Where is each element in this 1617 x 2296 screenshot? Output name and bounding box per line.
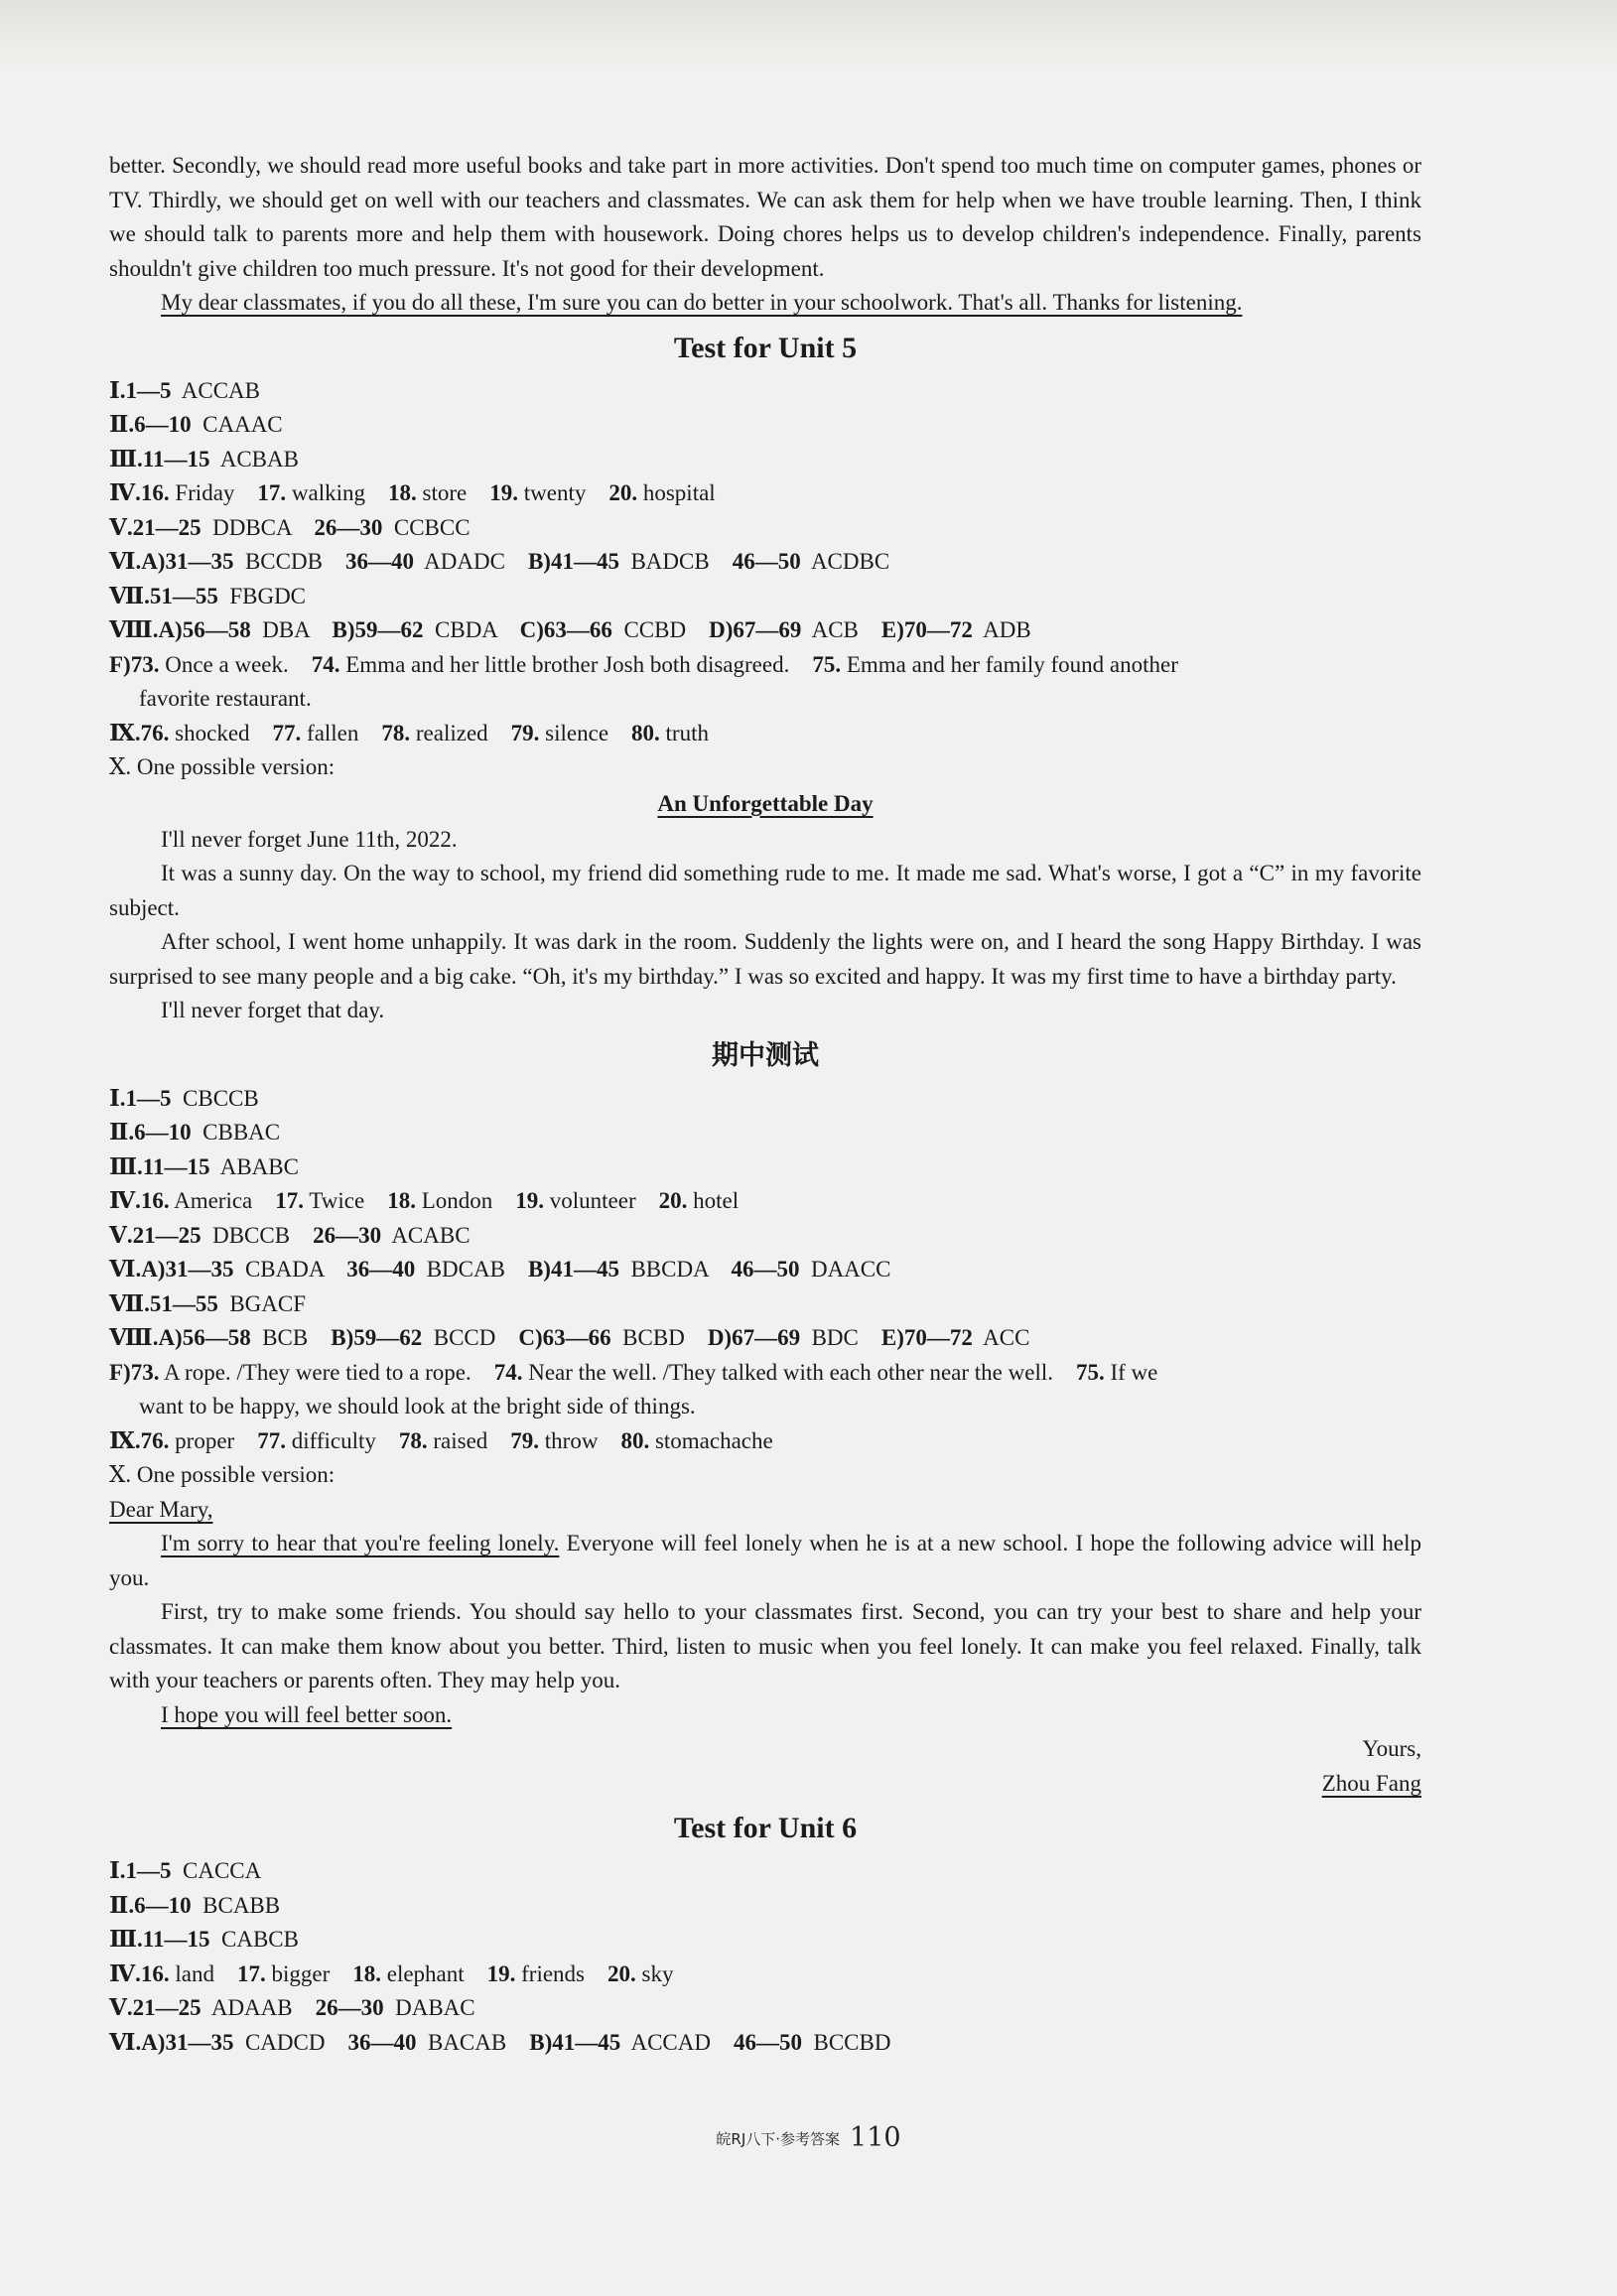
letter-paragraph: I'm sorry to hear that you're feeling lonely. Everyone will feel lonely when he is at a new school. I hope the following advice will help you. — [109, 1531, 1421, 1590]
answer-value: ADAAB — [201, 1995, 293, 2020]
answer-value: twenty — [518, 480, 587, 505]
question-range: Ⅵ.A)31—35 — [109, 1257, 234, 1282]
question-range: Ⅷ.A)56—58 — [109, 617, 251, 642]
answer-value: Twice — [304, 1188, 365, 1213]
question-range: B)41—45 — [527, 549, 619, 574]
answer-line — [109, 2026, 1421, 2061]
answer-value: realized — [410, 720, 488, 745]
letter-closing-sentence: I hope you will feel better soon. — [161, 1701, 453, 1727]
answer-value: BBCDA — [618, 1257, 709, 1282]
unit5-x-line: Ⅹ. One possible version: — [109, 754, 336, 779]
answer-value: BCCD — [422, 1325, 496, 1350]
essay-body — [109, 823, 1421, 1028]
answer-value: Emma and her family found another — [841, 651, 1178, 677]
question-range: Ⅷ.A)56—58 — [109, 1325, 251, 1350]
answer-value: elephant — [380, 1960, 465, 1986]
question-range: Ⅱ.6—10 — [109, 412, 192, 437]
question-range: B)59—62 — [332, 617, 424, 642]
question-range: 36—40 — [347, 2029, 417, 2055]
answer-value: ACABC — [381, 1222, 471, 1248]
answer-value: CCBCC — [382, 514, 471, 540]
answer-value: FBGDC — [217, 583, 307, 608]
answer-line — [109, 580, 1421, 614]
answer-line — [109, 1150, 1421, 1185]
answer-value: stomachache — [649, 1427, 773, 1453]
answer-value: difficulty — [285, 1427, 376, 1453]
answer-line — [109, 1184, 1421, 1219]
question-range: Ⅵ.A)31—35 — [109, 549, 234, 574]
question-range: Ⅸ.76. — [109, 720, 170, 745]
question-range: Ⅱ.6—10 — [109, 1892, 192, 1918]
answer-value: Once a week. — [159, 651, 289, 677]
answer-value: BCB — [250, 1325, 309, 1350]
question-range: 26—30 — [313, 1222, 382, 1248]
question-range: 19. — [486, 1960, 516, 1986]
answer-line — [109, 1287, 1421, 1322]
answer-line — [109, 476, 1421, 511]
answer-value: land — [169, 1960, 214, 1986]
question-range: Ⅶ.51—55 — [109, 583, 218, 608]
answer-value: CBBAC — [191, 1120, 281, 1145]
question-range: 26—30 — [314, 514, 383, 540]
section-title-midterm: 期中测试 — [712, 1039, 819, 1071]
unit5-f-line — [109, 648, 1421, 683]
essay-paragraph: After school, I went home unhappily. It was dark in the room. Suddenly the lights were on, and I heard the song Happy Birthday. I was surprised to see many people and a big cake. “Oh, it's my birthday.” I was so excited and happy. It was my first time to have a birthday party. — [109, 929, 1421, 989]
answer-line — [109, 1082, 1421, 1117]
question-range: 18. — [352, 1960, 381, 1986]
midterm-f-line — [109, 1356, 1421, 1391]
question-range: 46—50 — [732, 549, 801, 574]
question-range: 75. — [812, 651, 842, 677]
question-range: 80. — [631, 720, 660, 745]
answer-line — [109, 1219, 1421, 1254]
answer-line — [109, 1991, 1421, 2026]
answer-value: ACBAB — [209, 446, 299, 472]
answer-value: volunteer — [544, 1188, 636, 1213]
answer-value: truth — [659, 720, 709, 745]
answer-line — [109, 613, 1421, 648]
page-footer — [0, 2122, 1617, 2153]
midterm-f-continuation: want to be happy, we should look at the bright side of things. — [139, 1394, 696, 1418]
question-range: Ⅲ.11—15 — [109, 446, 210, 472]
answer-value: ABABC — [209, 1153, 299, 1179]
question-range: 46—50 — [733, 2029, 802, 2055]
answer-value: shocked — [169, 720, 250, 745]
answer-value: ADB — [972, 617, 1031, 642]
answer-value: America — [169, 1188, 253, 1213]
answer-value: CBADA — [233, 1257, 325, 1282]
answer-value: fallen — [301, 720, 359, 745]
question-range: 46—50 — [731, 1257, 800, 1282]
answer-value: CACCA — [171, 1858, 262, 1883]
answer-line — [109, 1253, 1421, 1287]
answer-value: ACC — [972, 1325, 1030, 1350]
answer-value: CCBD — [611, 617, 687, 642]
answer-value: friends — [515, 1960, 586, 1986]
answer-value: store — [416, 480, 468, 505]
answer-line — [109, 408, 1421, 443]
essay-paragraph: It was a sunny day. On the way to school, my friend did something rude to me. It made me sad. What's worse, I got a “C” in my favorite subject. — [109, 861, 1421, 920]
essay-paragraph: I'll never forget that day. — [161, 998, 385, 1022]
unit5-f-continuation: favorite restaurant. — [139, 686, 312, 711]
answer-value: DBA — [250, 617, 310, 642]
answer-line — [109, 1889, 1421, 1924]
unit6-answers — [109, 1854, 1421, 2060]
answer-value: DDBCA — [201, 514, 292, 540]
answer-value: CAAAC — [191, 412, 283, 437]
answer-line — [109, 1958, 1421, 1992]
answer-value: BCCBD — [801, 2029, 891, 2055]
answer-value: BCCDB — [233, 549, 323, 574]
answer-value: BCABB — [191, 1892, 281, 1918]
answer-value: DAACC — [799, 1257, 891, 1282]
answer-value: London — [415, 1188, 493, 1213]
question-range: 20. — [608, 480, 638, 505]
answer-value: sky — [635, 1960, 674, 1986]
scan-top-shadow — [0, 0, 1617, 69]
answer-value: BDCAB — [415, 1257, 505, 1282]
question-range: Ⅲ.11—15 — [109, 1927, 210, 1952]
answer-value: throw — [539, 1427, 599, 1453]
question-range: 77. — [257, 1427, 286, 1453]
answer-value: hotel — [687, 1188, 740, 1213]
question-range: 18. — [388, 480, 417, 505]
answer-value: ACB — [801, 617, 859, 642]
answer-line — [109, 1116, 1421, 1150]
answer-value: BCBD — [610, 1325, 685, 1350]
section-title-unit6: Test for Unit 6 — [673, 1812, 858, 1844]
answer-value: ADADC — [413, 549, 505, 574]
question-range: 20. — [607, 1960, 636, 1986]
letter-greeting: Dear Mary, — [109, 1496, 213, 1522]
question-range: 79. — [510, 720, 540, 745]
question-range: F)73. — [109, 651, 160, 677]
question-range: Ⅱ.6—10 — [109, 1120, 192, 1145]
question-range: Ⅴ.21—25 — [109, 1222, 202, 1248]
question-range: E)70—72 — [880, 1325, 973, 1350]
answer-value: BACAB — [416, 2029, 507, 2055]
question-range: Ⅳ.16. — [109, 1960, 170, 1986]
question-range: 20. — [658, 1188, 688, 1213]
answer-line — [109, 511, 1421, 546]
answer-value: BDC — [800, 1325, 859, 1350]
question-range: Ⅲ.11—15 — [109, 1153, 210, 1179]
intro-closing: My dear classmates, if you do all these, I'm sure you can do better in your schoolwork. That's all. Thanks for listening. — [161, 290, 1243, 315]
footer-label: 皖RJ八下·参考答案 — [716, 2130, 841, 2148]
question-range: 78. — [398, 1427, 428, 1453]
unit5-answers — [109, 374, 1421, 648]
question-range: Ⅵ.A)31—35 — [109, 2029, 234, 2055]
midterm-ix-line — [109, 1424, 1421, 1459]
question-range: 17. — [236, 1960, 266, 1986]
midterm-x-line: Ⅹ. One possible version: — [109, 1462, 336, 1487]
answer-value: CABCB — [209, 1927, 299, 1952]
answer-value: If we — [1104, 1359, 1158, 1385]
letter-signature: Zhou Fang — [1321, 1770, 1421, 1796]
question-range: D)67—69 — [707, 1325, 801, 1350]
page-number: 110 — [850, 2122, 901, 2153]
answer-value: raised — [427, 1427, 488, 1453]
question-range: 78. — [381, 720, 411, 745]
answer-line — [109, 1854, 1421, 1889]
answer-line — [109, 1923, 1421, 1958]
question-range: 19. — [515, 1188, 545, 1213]
answer-value: A rope. /They were tied to a rope. — [159, 1359, 472, 1385]
question-range: B)41—45 — [527, 1257, 619, 1282]
question-range: C)63—66 — [519, 617, 612, 642]
essay-title: An Unforgettable Day — [657, 790, 874, 816]
question-range: Ⅶ.51—55 — [109, 1290, 218, 1316]
question-range: Ⅸ.76. — [109, 1427, 170, 1453]
letter-closing: Yours, — [1362, 1736, 1421, 1761]
answer-value: bigger — [265, 1960, 331, 1986]
question-range: 36—40 — [344, 549, 414, 574]
answer-value: CBCCB — [171, 1085, 259, 1111]
question-range: 17. — [275, 1188, 305, 1213]
question-range: 77. — [272, 720, 302, 745]
answer-page — [109, 149, 1421, 2060]
question-range: 18. — [387, 1188, 416, 1213]
question-range: Ⅳ.16. — [109, 480, 170, 505]
unit5-ix-line — [109, 717, 1421, 751]
answer-value: BGACF — [217, 1290, 307, 1316]
answer-line — [109, 1321, 1421, 1356]
answer-line — [109, 545, 1421, 580]
answer-value: Friday — [169, 480, 235, 505]
essay-paragraph: I'll never forget June 11th, 2022. — [161, 826, 458, 852]
answer-value: ACCAB — [171, 377, 260, 403]
answer-value: DBCCB — [201, 1222, 291, 1248]
question-range: Ⅰ.1—5 — [109, 1085, 172, 1111]
answer-value: ACDBC — [800, 549, 890, 574]
question-range: 36—40 — [346, 1257, 416, 1282]
answer-value: DABAC — [383, 1995, 475, 2020]
question-range: D)67—69 — [709, 617, 802, 642]
question-range: 19. — [489, 480, 518, 505]
answer-line — [109, 443, 1421, 477]
midterm-answers — [109, 1082, 1421, 1356]
question-range: Ⅳ.16. — [109, 1188, 170, 1213]
question-range: 74. — [493, 1359, 523, 1385]
question-range: 74. — [311, 651, 340, 677]
answer-line — [109, 374, 1421, 409]
question-range: 79. — [510, 1427, 540, 1453]
answer-value: hospital — [637, 480, 716, 505]
question-range: 80. — [620, 1427, 650, 1453]
answer-value: proper — [169, 1427, 235, 1453]
question-range: Ⅴ.21—25 — [109, 1995, 202, 2020]
question-range: Ⅰ.1—5 — [109, 377, 172, 403]
question-range: B)41—45 — [529, 2029, 621, 2055]
intro-paragraph: better. Secondly, we should read more useful books and take part in more activities. Don't spend too much time on computer games, phones or TV. Thirdly, we should get on well with our teachers and classmates. We can ask them for help when we have trouble learning. Then, I think we should talk to parents more and help them with housework. Doing chores helps us to develop children's independence. Finally, parents shouldn't give children too much pressure. It's not good for their development. — [109, 153, 1421, 281]
question-range: F)73. — [109, 1359, 160, 1385]
answer-value: walking — [286, 480, 366, 505]
question-range: E)70—72 — [880, 617, 973, 642]
answer-value: CADCD — [233, 2029, 326, 2055]
question-range: Ⅰ.1—5 — [109, 1858, 172, 1883]
question-range: 17. — [257, 480, 287, 505]
letter-paragraph: First, try to make some friends. You should say hello to your classmates first. Second, you can try your best to share and help your classmates. It can make them know about you better. Third, listen to music when you feel lonely. It can make you feel relaxed. Finally, talk with your teachers or parents often. They may help you. — [109, 1599, 1421, 1692]
question-range: 75. — [1075, 1359, 1105, 1385]
question-range: Ⅴ.21—25 — [109, 514, 202, 540]
answer-value: silence — [539, 720, 609, 745]
answer-value: Near the well. /They talked with each other near the well. — [522, 1359, 1053, 1385]
answer-value: CBDA — [423, 617, 497, 642]
question-range: 26—30 — [315, 1995, 384, 2020]
answer-value: BADCB — [618, 549, 710, 574]
question-range: C)63—66 — [518, 1325, 611, 1350]
section-title-unit5: Test for Unit 5 — [673, 331, 858, 364]
answer-value: ACCAD — [620, 2029, 711, 2055]
answer-value: Emma and her little brother Josh both disagreed. — [339, 651, 790, 677]
question-range: B)59—62 — [331, 1325, 423, 1350]
